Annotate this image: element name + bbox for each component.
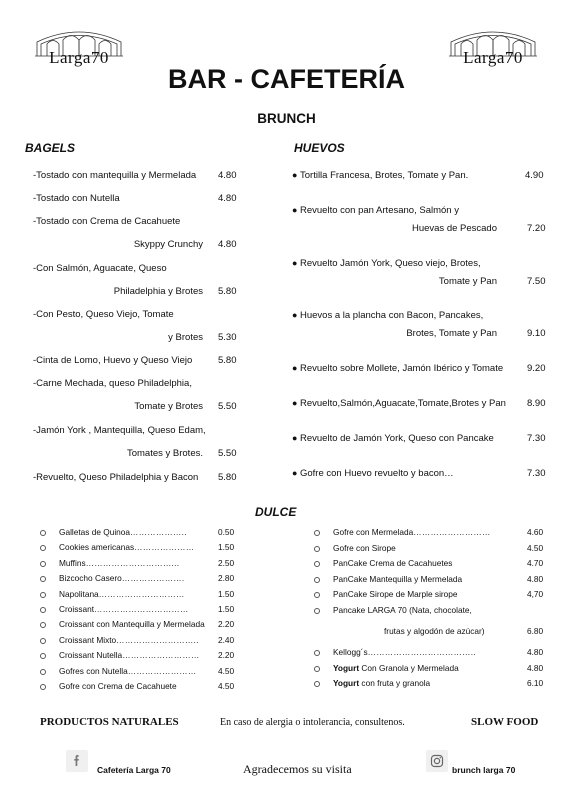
dot-leader: …………………………… [94, 604, 189, 614]
dot-leader: ……………………… [413, 527, 491, 537]
bagel-item-line2: y Brotes [168, 332, 203, 343]
bagel-item-line2: Philadelphia y Brotes [113, 286, 203, 297]
bullet: ● [292, 170, 298, 180]
dulce-item [333, 589, 458, 599]
dulce-item-price: 4.50 [218, 681, 235, 691]
dulce-item [333, 663, 459, 673]
dulce-item [333, 543, 396, 553]
bagel-item-price: 5.80 [218, 472, 237, 483]
bagel-item-line1: -Tostado con Crema de Cacahuete [33, 216, 181, 227]
bagel-item-line2: Tomate y Brotes [134, 401, 203, 412]
list-bullet [40, 530, 46, 536]
dulce-item-price: 4.80 [527, 662, 544, 673]
dulce-item-price: 2.40 [218, 634, 235, 645]
dulce-item-bold: Yogurt [333, 662, 360, 673]
huevo-item-line1: Huevos a la plancha con Bacon, Pancakes, [300, 310, 484, 321]
dot-leader: ……………………….. [116, 634, 199, 645]
list-bullet [40, 638, 46, 644]
dulce-item [59, 681, 177, 691]
bullet: ● [292, 258, 298, 268]
huevo-item-line1: Revuelto sobre Mollete, Jamón Ibérico y Tomate [300, 363, 504, 374]
dulce-item [59, 635, 199, 645]
dulce-item-name: Pancake LARGA 70 (Nata, chocolate, [333, 604, 472, 615]
bagel-item-price: 4.80 [218, 170, 237, 181]
list-bullet [314, 592, 320, 598]
huevo-item-price: 7.20 [527, 222, 546, 234]
huevo-item-line1: Gofre con Huevo revuelto y bacon… [300, 468, 454, 479]
bagel-item-line1: -Con Pesto, Queso Viejo, Tomate [33, 309, 174, 320]
huevo-item-line2: Huevas de Pescado [411, 222, 497, 234]
list-bullet [40, 669, 46, 675]
dot-leader: ………………………… [98, 588, 185, 599]
bagel-item-line1: -Tostado con Nutella [33, 193, 120, 204]
section-heading-huevos: HUEVOS [294, 141, 345, 155]
dulce-item-name: Bizcocho Casero [59, 573, 122, 584]
dot-leader: …………………. [121, 573, 185, 584]
bullet: ● [292, 363, 298, 373]
bagel-item-line1: -Carne Mechada, queso Philadelphia, [33, 378, 192, 389]
bagel-item-price: 5.80 [218, 286, 237, 297]
dulce-item-price: 4.60 [527, 527, 544, 537]
list-bullet [40, 561, 46, 567]
dot-leader: ……………….. [130, 527, 187, 537]
page-title: BAR - CAFETERÍA [168, 64, 405, 94]
logo-text: Larga70 [49, 48, 109, 67]
dulce-item-price: 2.20 [218, 650, 235, 661]
huevo-item-line1: Revuelto,Salmón,Aguacate,Tomate,Brotes y Pan [300, 398, 506, 409]
huevo-item-price: 7.30 [527, 433, 546, 444]
section-heading-bagels: BAGELS [25, 141, 76, 155]
dulce-item [333, 605, 472, 615]
list-bullet [40, 653, 46, 659]
logo-text: Larga70 [463, 48, 523, 67]
huevo-item-price: 7.50 [527, 275, 546, 287]
dulce-item [59, 619, 205, 629]
dulce-item-name: Kellogg´s [333, 647, 368, 657]
huevo-item-line2: Brotes, Tomate y Pan [406, 327, 497, 339]
bagel-item-price: 5.50 [218, 448, 237, 459]
list-bullet [40, 545, 46, 551]
dulce-item [59, 650, 200, 660]
productos-naturales: PRODUCTOS NATURALES [40, 716, 179, 728]
dulce-item-name: Gofres con Nutella [59, 665, 128, 676]
instagram-icon[interactable] [426, 750, 448, 772]
thanks-message: Agradecemos su visita [243, 762, 352, 776]
list-bullet [314, 608, 320, 614]
huevo-item-price: 8.90 [527, 398, 546, 409]
dot-leader: ……………………… [122, 650, 200, 661]
dulce-item [59, 589, 185, 599]
bagel-item-line1: -Jamón York , Mantequilla, Queso Edam, [33, 425, 206, 436]
bagel-item-price: 5.80 [218, 355, 237, 366]
dulce-item [333, 558, 452, 568]
bagel-item-line2: Tomates y Brotes. [126, 448, 203, 459]
bagel-item-line1: -Tostado con mantequilla y Mermelada [33, 170, 197, 181]
list-bullet [40, 592, 46, 598]
bullet: ● [292, 468, 298, 478]
list-bullet [314, 666, 320, 672]
list-bullet [40, 684, 46, 690]
huevo-item-line1: Revuelto de Jamón York, Queso con Pancake [300, 433, 494, 444]
dulce-item-price: 6.10 [527, 678, 544, 688]
dulce-item [333, 678, 430, 688]
dulce-item-price: 1.50 [218, 604, 235, 614]
dulce-item-price: 2.20 [218, 619, 235, 630]
dot-leader: ………………… [134, 542, 195, 553]
list-bullet [314, 530, 320, 536]
dulce-item-price: 4.70 [527, 558, 544, 568]
dulce-item-price: 4.50 [527, 542, 544, 553]
dulce-item [333, 647, 476, 657]
dulce-item-name: Croissant con Mantequilla y Mermelada [59, 619, 205, 630]
bagel-item-price: 4.80 [218, 193, 237, 204]
huevo-item-price: 7.30 [527, 468, 546, 479]
list-bullet [314, 546, 320, 552]
bagel-item-line1: -Con Salmón, Aguacate, Queso [33, 263, 167, 274]
huevo-item-price: 9.20 [527, 363, 546, 374]
dulce-item [59, 666, 197, 676]
bagel-item-line1: -Revuelto, Queso Philadelphia y Bacon [33, 472, 199, 483]
dulce-item-price: 6.80 [527, 626, 544, 636]
dulce-item-name: frutas y algodón de azúcar) [384, 626, 485, 636]
dulce-item-name: Croissant Mixto [59, 634, 117, 645]
huevo-item-price: 4.90 [525, 170, 544, 181]
dulce-item-price: 1.50 [218, 588, 235, 599]
dot-leader: …………………… [127, 665, 197, 676]
dulce-item-name: Napolitana [59, 588, 99, 599]
dulce-item-bold: Yogurt [333, 678, 360, 688]
bagel-item-price: 5.50 [218, 401, 237, 412]
bullet: ● [292, 433, 298, 443]
dulce-item-name: PanCake Mantequilla y Mermelada [333, 573, 463, 584]
bagel-item-line1: -Cinta de Lomo, Huevo y Queso Viejo [33, 355, 193, 366]
bullet: ● [292, 398, 298, 408]
bagel-item-price: 4.80 [218, 239, 237, 250]
dulce-item-price: 4,70 [527, 589, 544, 599]
dulce-item-name: Gofre con Crema de Cacahuete [59, 681, 177, 691]
dulce-item [59, 558, 179, 568]
dulce-item-name: PanCake Sirope de Marple sirope [333, 589, 458, 599]
dulce-item-name: Croissant [59, 604, 95, 614]
list-bullet [314, 577, 320, 583]
dulce-item-name: Con Granola y Mermelada [359, 662, 459, 673]
dulce-item-name: Galletas de Quinoa [59, 527, 131, 537]
list-bullet [314, 561, 320, 567]
huevo-item-line1: Revuelto Jamón York, Queso viejo, Brotes, [300, 258, 481, 269]
dulce-item-price: 4.50 [218, 665, 235, 676]
dot-leader: …………………………... [85, 557, 180, 568]
bullet: ● [292, 310, 298, 320]
huevo-item-line1: Revuelto con pan Artesano, Salmón y [300, 205, 459, 216]
dot-leader: ……………………………….. [367, 647, 476, 657]
dulce-item [333, 527, 491, 537]
dulce-item-name: Cookies americanas [59, 542, 135, 553]
dulce-item-name: Croissant Nutella [59, 650, 123, 661]
dulce-item-price: 4.80 [527, 647, 544, 657]
bagel-item-price: 5.30 [218, 332, 237, 343]
dulce-item [384, 626, 485, 636]
list-bullet [40, 622, 46, 628]
instagram-account-name[interactable]: brunch larga 70 [452, 765, 516, 775]
dulce-item-name: con fruta y granola [359, 678, 431, 688]
dulce-item-price: 2.50 [218, 557, 235, 568]
bagel-item-line2: Skyppy Crunchy [133, 239, 203, 250]
dulce-item-price: 0.50 [218, 527, 235, 537]
allergy-notice: En caso de alergia o intolerancia, consultenos. [220, 717, 405, 728]
dulce-item [59, 542, 194, 552]
dulce-item-name: Gofre con Sirope [333, 542, 396, 553]
list-bullet [314, 650, 320, 656]
bullet: ● [292, 205, 298, 215]
list-bullet [40, 576, 46, 582]
dulce-item-price: 1.50 [218, 542, 235, 553]
list-bullet [40, 607, 46, 613]
dulce-item-name: Gofre con Mermelada [333, 527, 414, 537]
page-subtitle: BRUNCH [257, 111, 316, 126]
dulce-item [333, 574, 462, 584]
dulce-item-name: PanCake Crema de Cacahuetes [333, 558, 453, 568]
huevo-item-price: 9.10 [527, 327, 546, 339]
list-bullet [314, 681, 320, 687]
facebook-page-name[interactable]: Cafetería Larga 70 [97, 765, 171, 775]
section-heading-dulce: DULCE [255, 505, 297, 519]
huevo-item-line2: Tomate y Pan [438, 275, 497, 287]
dulce-item-price: 4.80 [527, 573, 544, 584]
dulce-item [59, 527, 187, 537]
huevo-item-line1: Tortilla Francesa, Brotes, Tomate y Pan. [300, 170, 469, 181]
dulce-item [59, 604, 189, 614]
dulce-item [59, 573, 185, 583]
dulce-item-price: 2.80 [218, 573, 235, 584]
slow-food: SLOW FOOD [471, 716, 539, 728]
dulce-item-name: Muffins [59, 557, 86, 568]
facebook-icon[interactable] [66, 750, 88, 772]
